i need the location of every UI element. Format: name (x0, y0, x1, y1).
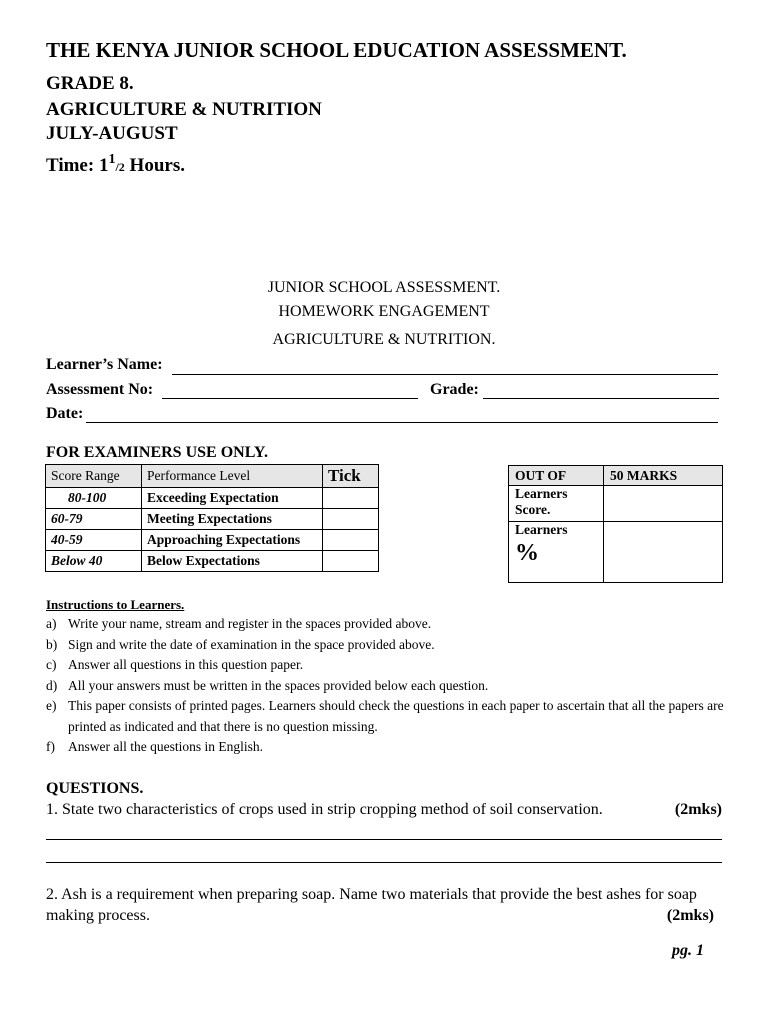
table-row (46, 551, 379, 572)
assessment-no-label: Assessment No: (46, 381, 154, 398)
list-item: d) All your answers must be written in the spaces provided below each question. (46, 677, 489, 693)
grade-field[interactable] (483, 398, 719, 399)
table-row (46, 530, 379, 551)
list-item: c) Answer all questions in this question paper. (46, 657, 304, 672)
exam-title: THE KENYA JUNIOR SCHOOL EDUCATION ASSESSMENT. (46, 38, 627, 62)
list-item: b) Sign and write the date of examination in the space provided above. (46, 636, 435, 652)
score-range-header: Score Range (46, 465, 142, 488)
tick-cell[interactable] (323, 530, 379, 551)
learner-name-label: Learner’s Name: (46, 356, 163, 373)
table-row (46, 509, 379, 530)
learner-percent-cell[interactable] (604, 522, 723, 583)
list-item: e) This paper consists of printed pages. Learners should check the questions in each paper to ascertain that all the papers are printed as indicated and that there is no question missing. (46, 698, 724, 734)
tick-cell[interactable] (323, 488, 379, 509)
performance-level-header: Performance Level (142, 465, 323, 488)
score-row (509, 486, 723, 522)
subject-label: AGRICULTURE & NUTRITION (46, 99, 322, 120)
question-1-text: 1. State two characteristics of crops used in strip cropping method of soil conservation. (46, 801, 603, 818)
performance-level: Meeting Expectations (142, 509, 323, 530)
question-1-marks: (2mks) (674, 801, 722, 818)
score-range: Below 40 (46, 551, 142, 572)
tick-cell[interactable] (323, 551, 379, 572)
answer-line[interactable] (46, 862, 722, 863)
period-label: JULY-AUGUST (46, 123, 178, 144)
performance-level: Approaching Expectations (142, 530, 323, 551)
date-field[interactable] (86, 422, 718, 423)
time-suffix: Hours. (124, 155, 185, 176)
percent-symbol: % (515, 540, 539, 566)
out-of-value: 50 MARKS (604, 466, 723, 486)
performance-table-header (46, 465, 379, 488)
marks-table (508, 465, 723, 583)
assessment-heading: JUNIOR SCHOOL ASSESSMENT. (267, 279, 501, 296)
time-sub: /2 (115, 160, 125, 174)
questions-heading: QUESTIONS. (46, 780, 144, 797)
date-label: Date: (46, 405, 84, 422)
performance-table (45, 464, 379, 572)
list-item: a) Write your name, stream and register in the spaces provided above. (46, 616, 432, 631)
learner-name-field[interactable] (172, 374, 718, 375)
out-of-label: OUT OF (509, 466, 604, 486)
engagement-heading: HOMEWORK ENGAGEMENT (278, 303, 490, 320)
tick-header: Tick (323, 465, 379, 488)
time-label (46, 152, 185, 177)
table-row (46, 488, 379, 509)
learner-score-cell[interactable] (604, 486, 723, 522)
score-range: 80-100 (46, 488, 142, 509)
score-range: 40-59 (46, 530, 142, 551)
subject-heading: AGRICULTURE & NUTRITION. (272, 331, 496, 348)
performance-level: Below Expectations (142, 551, 323, 572)
learner-percent-label: Learners % (509, 522, 604, 583)
grade-field-label: Grade: (430, 381, 479, 398)
time-sup: 1 (108, 152, 116, 167)
examiners-heading: FOR EXAMINERS USE ONLY. (46, 444, 268, 461)
list-item: f) Answer all the questions in English. (46, 739, 263, 754)
answer-line[interactable] (46, 839, 722, 840)
page-number: pg. 1 (672, 942, 704, 959)
time-prefix: Time: 1 (46, 155, 109, 176)
assessment-no-field[interactable] (162, 398, 418, 399)
learner-score-label: Learners Score. (509, 486, 604, 522)
question-2-text: 2. Ash is a requirement when preparing soap. Name two materials that provide the best ashes for soap making process. (46, 886, 697, 924)
question-1 (46, 801, 722, 819)
instructions-heading: Instructions to Learners. (46, 597, 185, 612)
grade-label: GRADE 8. (46, 73, 134, 94)
question-2-marks: (2mks) (666, 907, 714, 924)
marks-table-header (509, 466, 723, 486)
tick-cell[interactable] (323, 509, 379, 530)
percent-row (509, 522, 723, 583)
performance-level: Exceeding Expectation (142, 488, 323, 509)
question-2 (46, 884, 714, 926)
score-range: 60-79 (46, 509, 142, 530)
instructions-list (46, 614, 726, 758)
